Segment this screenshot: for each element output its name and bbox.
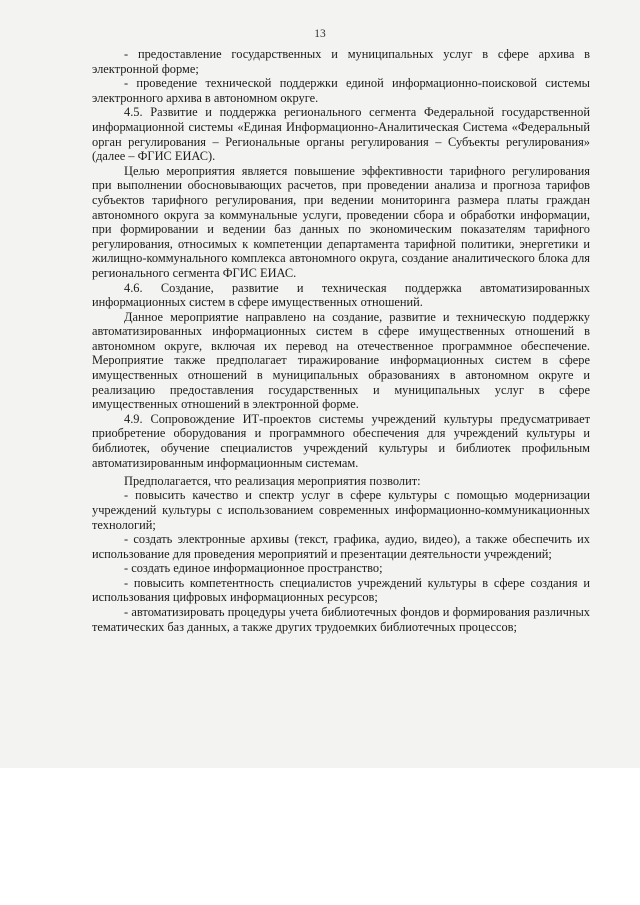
paragraph: - предоставление государственных и муниципальных услуг в сфере архива в электронной форме; <box>92 47 590 76</box>
paragraph: 4.6. Создание, развитие и техническая поддержка автоматизированных информационных систем в сфере имущественных отношений. <box>92 280 590 310</box>
page-number: 13 <box>314 28 326 40</box>
paragraph: Данное мероприятие направлено на создание, развитие и техническую поддержку автоматизированных информационных систем в сфере имущественных отношений в автономном округе, включая их перевод на отечественное программное обеспечение. Мероприятие также предполагает тиражирование информационных систем в сфере имущественных отношений в муниципальных образованиях в автономном округе и реализацию предоставления государственных и муниципальных услуг в сфере имущественных отношений в электронной форме. <box>92 309 590 412</box>
paragraph: Целью мероприятия является повышение эффективности тарифного регулирования при выполнении обосновывающих расчетов, при проведении анализа и прогноза тарифов субъектов тарифного регулирования, при ведении мониторинга размера платы граждан автономного округа за коммунальные услуги, проведении сбора и обработки информации, при формировании и ведении баз данных по экономическим показателям тарифного регулирования, относимых к компетенции департамента тарифной политики, энергетики и жилищно-коммунального комплекса автономного округа, создание аналитического блока для регионального сегмента ФГИС ЕИАС. <box>92 163 590 280</box>
paragraph: - создать единое информационное пространство; <box>124 561 383 576</box>
document-body <box>92 47 590 634</box>
paragraph: - проведение технической поддержки единой информационно-поисковой системы электронного архива в автономном округе. <box>92 76 590 105</box>
paragraph: Предполагается, что реализация мероприятия позволит: <box>124 473 421 488</box>
paragraph: 4.5. Развитие и поддержка регионального сегмента Федеральной государственной информационной системы «Единая Информационно-Аналитическая Система «Федеральный орган регулирования – Региональные органы регулирования – Субъекты регулирования» (далее – ФГИС ЕИАС). <box>92 105 590 164</box>
paragraph: - повысить компетентность специалистов учреждений культуры в сфере создания и использования цифровых информационных ресурсов; <box>92 575 590 605</box>
blank-area <box>0 768 640 905</box>
paragraph: - повысить качество и спектр услуг в сфере культуры с помощью модернизации учреждений культуры с использованием современных информационно-коммуникационных технологий; <box>92 488 590 532</box>
paragraph: - автоматизировать процедуры учета библиотечных фондов и формирования различных тематических баз данных, а также других трудоемких библиотечных процессов; <box>92 605 590 634</box>
paragraph: - создать электронные архивы (текст, графика, аудио, видео), а также обеспечить их использование для проведения мероприятий и презентации деятельности учреждений; <box>92 532 590 561</box>
paragraph: 4.9. Сопровождение ИТ-проектов системы учреждений культуры предусматривает приобретение оборудования и программного обеспечения для учреждений культуры и библиотек, обучение специалистов учреждений культуры и библиотек профильным автоматизированным информационным системам. <box>92 411 590 470</box>
